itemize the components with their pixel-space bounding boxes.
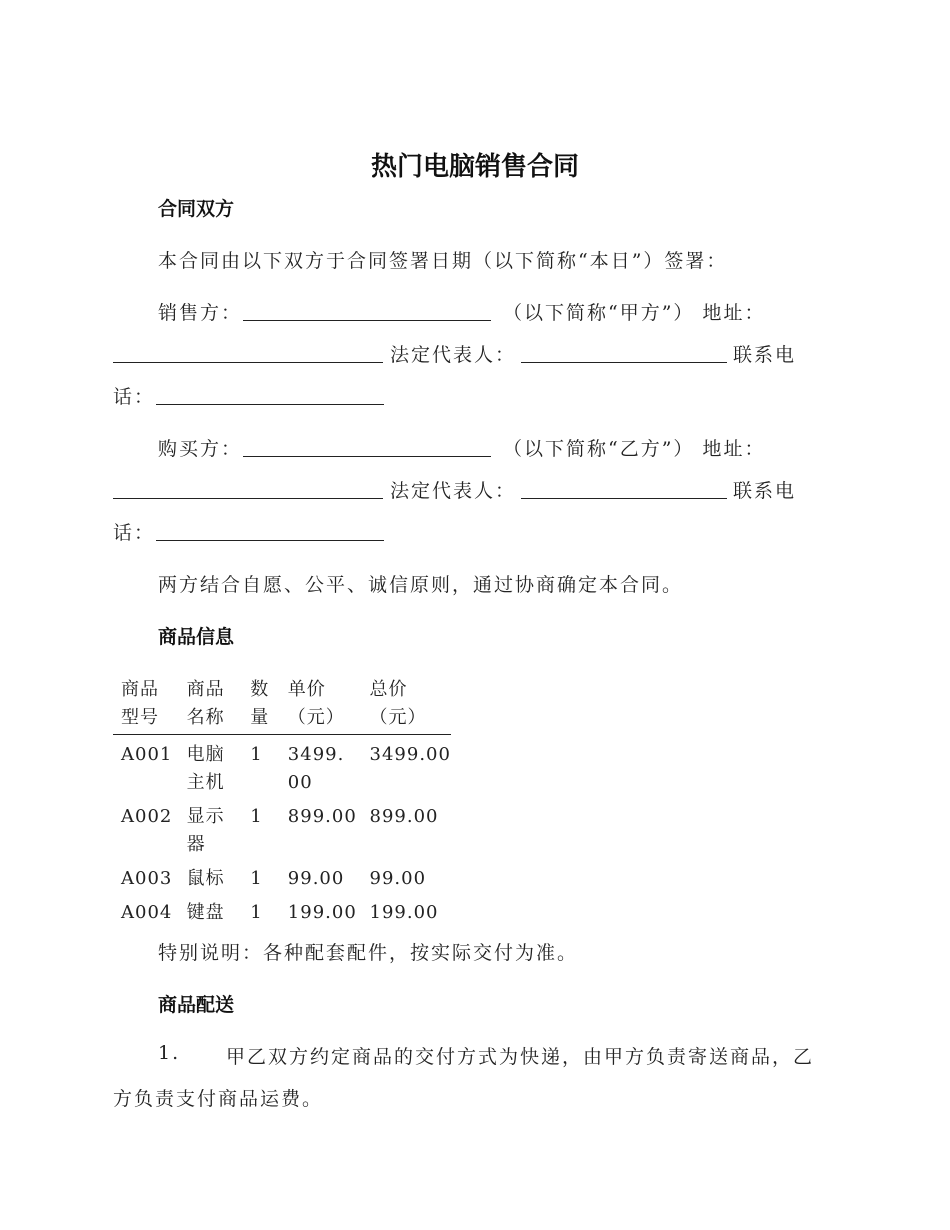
cell-qty: 1 bbox=[250, 744, 263, 765]
cell-name: 鼠标 bbox=[186, 868, 225, 889]
delivery-item-1-line2: 方负责支付商品运费。 bbox=[113, 1088, 324, 1110]
heading-parties: 合同双方 bbox=[158, 198, 235, 220]
cell-qty: 1 bbox=[250, 902, 263, 923]
cell-model: A004 bbox=[121, 902, 173, 923]
table-header-row bbox=[113, 676, 451, 735]
buyer-address-blank[interactable] bbox=[113, 498, 383, 499]
seller-legal-rep-blank[interactable] bbox=[521, 362, 727, 363]
delivery-item-1-number: 1. bbox=[158, 1042, 181, 1064]
table-row bbox=[113, 735, 451, 804]
buyer-phone-label: 话： bbox=[113, 522, 156, 544]
col-header-name: 商品名称 bbox=[186, 679, 225, 728]
buyer-legal-rep-label: 法定代表人： bbox=[390, 480, 517, 502]
col-header-total-price: 总价（元） bbox=[369, 679, 427, 728]
seller-name-blank[interactable] bbox=[243, 320, 491, 321]
goods-table bbox=[113, 676, 451, 933]
seller-phone-blank[interactable] bbox=[156, 404, 384, 405]
cell-total-price: 3499.00 bbox=[369, 744, 451, 765]
cell-unit-price: 199.00 bbox=[287, 902, 357, 923]
delivery-item-1-line1: 甲乙双方约定商品的交付方式为快递，由甲方负责寄送商品，乙 bbox=[226, 1046, 815, 1068]
seller-contact-label: 联系电 bbox=[733, 344, 797, 366]
goods-note: 特别说明：各种配套配件，按实际交付为准。 bbox=[158, 942, 579, 964]
buyer-alias: （以下简称“乙方”） 地址： bbox=[503, 438, 766, 460]
table-row bbox=[113, 899, 451, 933]
cell-name: 显示器 bbox=[186, 806, 225, 855]
seller-legal-rep-label: 法定代表人： bbox=[390, 344, 517, 366]
cell-qty: 1 bbox=[250, 806, 263, 827]
buyer-phone-blank[interactable] bbox=[156, 540, 384, 541]
parties-intro: 本合同由以下双方于合同签署日期（以下简称“本日”）签署： bbox=[158, 250, 728, 272]
table-row bbox=[113, 803, 451, 865]
buyer-contact-label: 联系电 bbox=[733, 480, 797, 502]
col-header-qty: 数量 bbox=[250, 679, 270, 728]
buyer-label: 购买方： bbox=[158, 438, 243, 460]
cell-total-price: 199.00 bbox=[369, 902, 439, 923]
buyer-legal-rep-blank[interactable] bbox=[521, 498, 727, 499]
cell-model: A003 bbox=[121, 868, 173, 889]
cell-unit-price: 3499.00 bbox=[287, 744, 345, 793]
page-title: 热门电脑销售合同 bbox=[370, 152, 579, 182]
cell-name: 电脑主机 bbox=[186, 744, 225, 793]
cell-unit-price: 899.00 bbox=[287, 806, 357, 827]
cell-unit-price: 99.00 bbox=[287, 868, 345, 889]
cell-model: A002 bbox=[121, 806, 173, 827]
col-header-model: 商品型号 bbox=[121, 679, 159, 728]
buyer-name-blank[interactable] bbox=[243, 456, 491, 457]
col-header-unit-price: 单价（元） bbox=[287, 679, 345, 728]
parties-closing: 两方结合自愿、公平、诚信原则，通过协商确定本合同。 bbox=[158, 574, 684, 596]
cell-total-price: 899.00 bbox=[369, 806, 439, 827]
heading-delivery: 商品配送 bbox=[158, 994, 235, 1016]
cell-name: 键盘 bbox=[186, 902, 225, 923]
cell-qty: 1 bbox=[250, 868, 263, 889]
table-row bbox=[113, 865, 451, 899]
seller-phone-label: 话： bbox=[113, 386, 156, 408]
seller-address-blank[interactable] bbox=[113, 362, 383, 363]
cell-total-price: 99.00 bbox=[369, 868, 427, 889]
seller-alias: （以下简称“甲方”） 地址： bbox=[503, 302, 766, 324]
seller-label: 销售方： bbox=[158, 302, 243, 324]
cell-model: A001 bbox=[121, 744, 173, 765]
heading-goods: 商品信息 bbox=[158, 626, 235, 648]
